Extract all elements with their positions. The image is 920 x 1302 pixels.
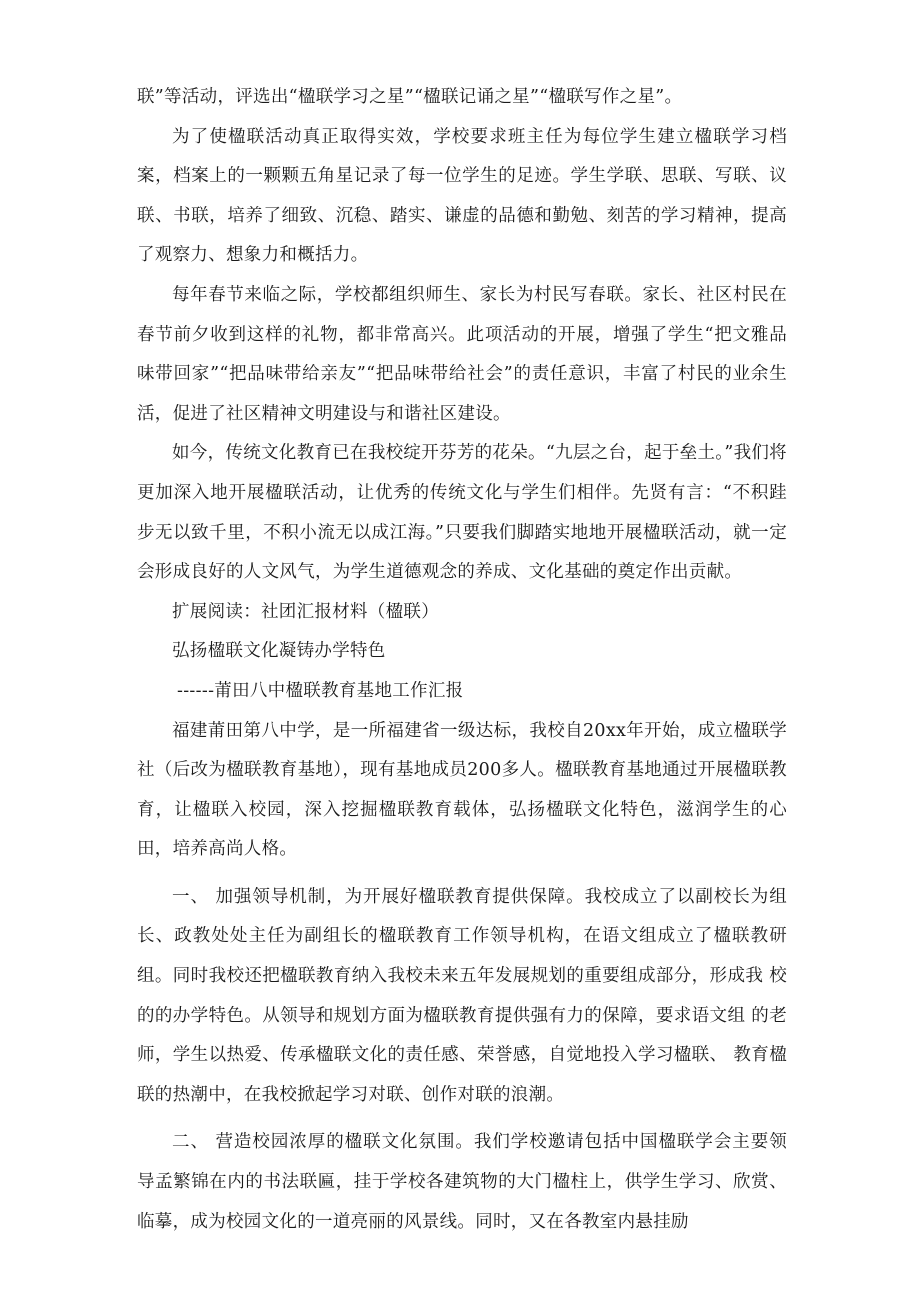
document-page [137,78,787,1242]
paragraph-continuation: 联”等活动，评选出“楹联学习之星”“楹联记诵之星”“楹联写作之星”。 [137,87,683,107]
paragraph-conclusion: 如今，传统文化教育已在我校绽开芬芳的花朵。“九层之台，起于垒土。”我们将更加深入地开展楹联活动，让优秀的传统文化与学生们相伴。先贤有言：“不积跬步无以致千里，不积小流无以成江海。”只要我们脚踏实地地开展楹联活动，就一定会形成良好的人文风气，为学生道德观念的养成、文化基础的奠定作出贡献。 [137,443,787,583]
section-one-leadership: 一、 加强领导机制，为开展好楹联教育提供保障。我校成立了以副校长为组 长、政教处处主任为副组长的楹联教育工作领导机构，在语文组成立了楹联教研 组。同时我校还把楹联教育纳入我校未来五年发展规划的重要组成部分，形成我 校的的办学特色。从领导和规划方面为楹联教育提供强有力的保障，要求语文组 的老师，学生以热爱、传承楹联文化的责任感、荣誉感，自觉地投入学习楹联、 教育楹联的热潮中，在我校掀起学习对联、创作对联的浪潮。 [137,886,787,1105]
paragraph-archive: 为了使楹联活动真正取得实效，学校要求班主任为每位学生建立楹联学习档案，档案上的一颗颗五角星记录了每一位学生的足迹。学生学联、思联、写联、议联、书联，培养了细致、沉稳、踏实、谦虚的品德和勤勉、刻苦的学习精神，提高了观察力、想象力和概括力。 [137,126,787,266]
paragraph-school-intro: 福建莆田第八中学，是一所福建省一级达标，我校自20xx年开始，成立楹联学社（后改为楹联教育基地），现有基地成员200多人。楹联教育基地通过开展楹联教育，让楹联入校园，深入挖掘楹联教育载体，弘扬楹联文化特色，滋润学生的心田，培养高尚人格。 [137,720,787,860]
extended-reading-label: 扩展阅读：社团汇报材料（楹联） [172,601,439,622]
paragraph-spring-festival: 每年春节来临之际，学校都组织师生、家长为村民写春联。家长、社区村民在春节前夕收到这样的礼物，都非常高兴。此项活动的开展，增强了学生“把文雅品味带回家”“把品味带给亲友”“把品味带给社会”的责任意识，丰富了村民的业余生活，促进了社区精神文明建设与和谐社区建设。 [137,284,787,424]
report-title: 弘扬楹联文化凝铸办学特色 [172,641,386,662]
section-two-atmosphere: 二、 营造校园浓厚的楹联文化氛围。我们学校邀请包括中国楹联学会主要领 导孟繁锦在内的书法联匾，挂于学校各建筑物的大门楹柱上，供学生学习、欣赏、 临摹，成为校园文化的一道亮丽的风景线。同时，又在各教室内悬挂励 [137,1132,787,1232]
report-subtitle: ------莆田八中楹联教育基地工作汇报 [177,680,464,701]
